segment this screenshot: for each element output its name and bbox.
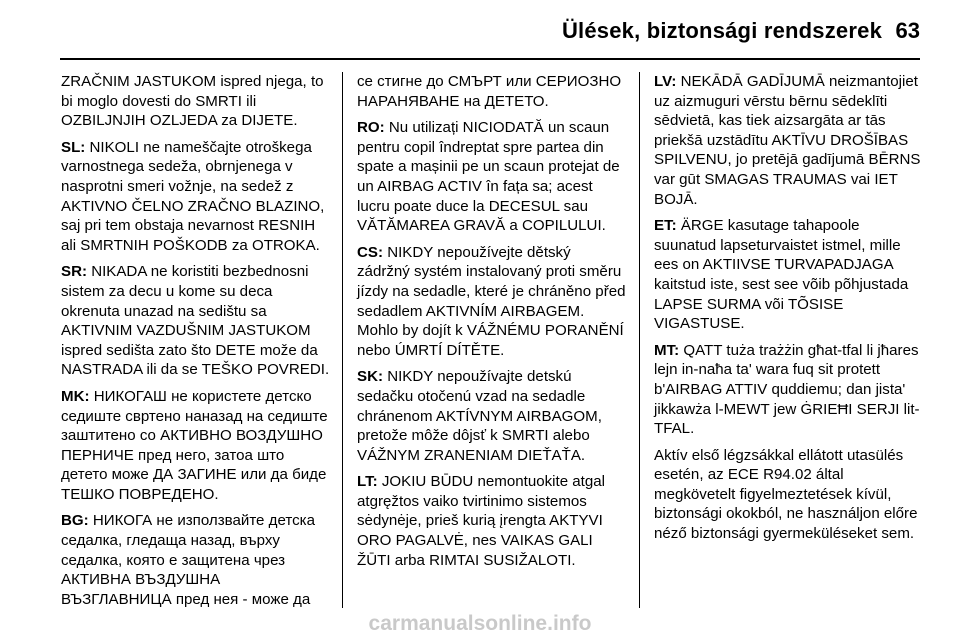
paragraph-text: ÄRGE kasutage tahapoole suunatud lapseturvaistet istmel, mille ees on AKTIIVSE TURVAPADJAGA kaitstud iste, sest see võib põhjustada LAPSE SURMA või TÕSISE VIGASTUSE. xyxy=(654,217,909,333)
paragraph xyxy=(61,138,331,256)
section-title: Ülések, biztonsági rendszerek xyxy=(561,18,882,43)
language-code: ET: xyxy=(654,217,677,235)
language-code: CS: xyxy=(357,243,383,261)
column-divider xyxy=(342,72,343,608)
paragraph xyxy=(61,387,331,505)
paragraph-text: ZRAČNIM JASTUKOM ispred njega, to bi moglo dovesti do SMRTI ili OZBILJNJIH OZLJEDA za DIJETE. xyxy=(61,73,324,130)
language-code: BG: xyxy=(61,512,89,530)
paragraph-text: NIKDY nepoužívejte dětský zádržný systém instalovaný proti směru jízdy na sedadle, které je chráněno před sedadlem AKTIVNÍM AIRBAGEM. Mohlo by dojít k VÁŽNÉMU PORANĚNÍ nebo ÚMRTÍ DÍTĚTE. xyxy=(357,243,626,359)
language-code: RO: xyxy=(357,119,385,137)
paragraph xyxy=(61,72,331,131)
paragraph-text: NIKOLI ne nameščajte otroškega varnostnega sedeža, obrnjenega v nasprotni smeri vožnje, na sedež z AKTIVNO ČELNO ZRAČNO BLAZINO, saj pri tem obstaja nevarnost RESNIH ali SMRTNIH POŠKODB za OTROKA. xyxy=(61,138,325,254)
header-rule xyxy=(60,58,920,60)
column-divider xyxy=(639,72,640,608)
paragraph xyxy=(654,341,924,439)
paragraph-text: Nu utilizați NICIODATĂ un scaun pentru copil îndreptat spre partea din spate a mașinii pe un scaun protejat de un AIRBAG ACTIV în fața sa; acest lucru poate duce la DECESUL sau VĂTĂMAREA GRAVĂ a COPILULUI. xyxy=(357,119,620,235)
language-code: LT: xyxy=(357,473,378,491)
text-column-2 xyxy=(357,72,627,577)
paragraph xyxy=(357,472,627,570)
language-code: MT: xyxy=(654,341,680,359)
paragraph-text: се стигне до СМЪРТ или СЕРИОЗНО НАРАНЯВАНЕ на ДЕТЕТО. xyxy=(357,73,622,110)
text-column-1 xyxy=(61,72,331,616)
paragraph xyxy=(61,262,331,380)
paragraph xyxy=(654,216,924,334)
paragraph xyxy=(61,511,331,609)
paragraph xyxy=(357,72,627,111)
paragraph-text: QATT tuża trażżin għat-tfal li jħares lejn in-naħa ta' wara fuq sit protett b'AIRBAG ATTIV quddiemu; dan jista' jikkawża l-MEWT jew ĠRIEĦI SERJI lit-TFAL. xyxy=(654,341,920,438)
paragraph-text: NIKADA ne koristiti bezbednosni sistem za decu u kome su deca okrenuta unazad na sedištu sa AKTIVNIM VAZDUŠNIM JASTUKOM ispred sedišta zato što DETE može da NASTRADA ili da se TEŠKO POVREDI. xyxy=(61,263,330,379)
paragraph-text: JOKIU BŪDU nemontuokite atgal atgręžtos vaiko tvirtinimo sistemos sėdynėje, prieš kurią įrengta AKTYVI ORO PAGALVĖ, nes VAIKAS GALI ŽŪTI arba RIMTAI SUSIŽALOTI. xyxy=(357,473,606,569)
language-code: SK: xyxy=(357,368,383,386)
paragraph-text: Aktív első légzsákkal ellátott utasülés esetén, az ECE R94.02 által megkövetelt figyelmeztetések kívül, biztonsági okokból, ne használjon előre néző biztonsági gyermeküléseket sem. xyxy=(654,446,918,543)
language-code: MK: xyxy=(61,387,90,405)
page-header xyxy=(0,0,960,60)
watermark: carmanualsonline.info xyxy=(368,612,592,635)
paragraph xyxy=(357,118,627,236)
language-code: LV: xyxy=(654,73,677,90)
paragraph-text: НИКОГАШ не користете детско седиште свртено наназад на седиште заштитено со АКТИВНО ВОЗДУШНО ПЕРНИЧЕ пред него, затоа што детето може ДА ЗАГИНЕ или да биде ТЕШКО ПОВРЕДЕНО. xyxy=(61,387,328,503)
paragraph xyxy=(357,367,627,465)
text-column-3 xyxy=(654,72,924,551)
language-code: SR: xyxy=(61,263,87,281)
language-code: SL: xyxy=(61,138,86,156)
page-number: 63 xyxy=(895,18,920,43)
paragraph xyxy=(654,446,924,544)
paragraph-text: NEKĀDĀ GADĪJUMĀ neizmantojiet uz aizmuguri vērstu bērnu sēdeklīti sēdvietā, kas tiek aizsargāta ar tās priekšā uzstādītu AKTĪVU DROŠĪBAS SPILVENU, jo pretējā gadījumā BĒRNS var gūt SMAGAS TRAUMAS vai IET BOJĀ. xyxy=(654,73,921,208)
paragraph-text: НИКОГА не използвайте детска седалка, гледаща назад, върху седалка, която е защитена чрез АКТИВНА ВЪЗДУШНА ВЪЗГЛАВНИЦА пред нея - може да xyxy=(61,512,315,608)
paragraph xyxy=(654,72,924,209)
paragraph xyxy=(357,243,627,361)
paragraph-text: NIKDY nepoužívajte detskú sedačku otočenú vzad na sedadle chránenom AKTÍVNYM AIRBAGOM, pretože môže dôjsť k SMRTI alebo VÁŽNYM ZRANENIAM DIEŤAŤA. xyxy=(357,368,602,464)
